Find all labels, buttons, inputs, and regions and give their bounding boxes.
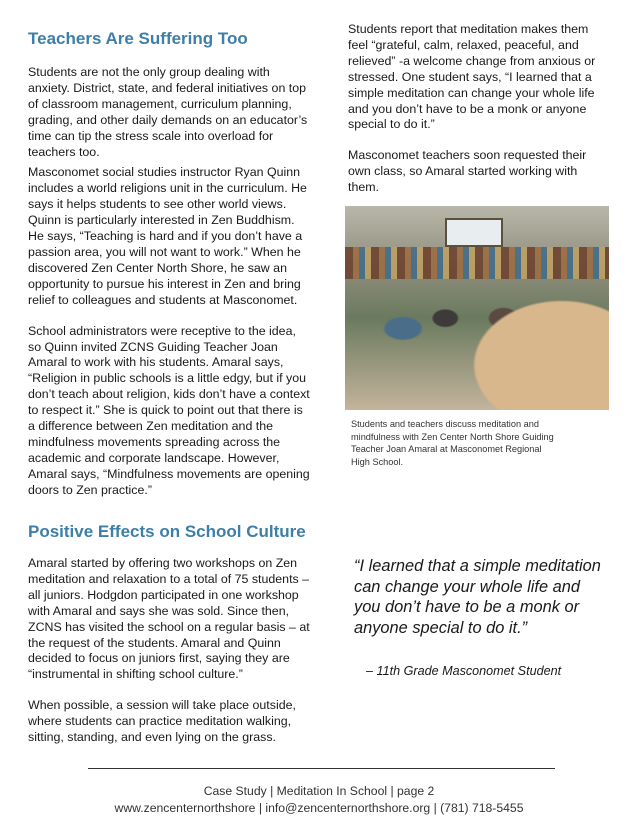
paragraph-quinn: Masconomet social studies instructor Ryan Quinn includes a world religions unit in the curriculum. He says it helps students to see other world views. Quinn is particularly interested in Zen Buddhism. He says, “Teaching is hard and if you don’t have a passion area, you will not want to work.” When he discovered Zen Center North Shore, he saw an opportunity to pursue his interest in Zen and bring relief to colleagues and students at Masconomet. xyxy=(28,165,307,307)
footer-page-info: Case Study | Meditation In School | page 2 xyxy=(203,784,435,798)
paragraph-student-report: Students report that meditation makes them feel “grateful, calm, relaxed, peaceful, and relieved” -a welcome change from anxious or stressed. One student says, “I learned that a simple meditation can change your whole life and you don’t have to be a monk or anyone special to do it.” xyxy=(348,22,596,132)
pull-quote-source: – 11th Grade Masconomet Student xyxy=(366,664,562,678)
paragraph-teachers-request: Masconomet teachers soon requested their own class, so Amaral started working with them. xyxy=(348,148,587,195)
paragraph-workshops: Amaral started by offering two workshops on Zen meditation and relaxation to a total of 75 students – all juniors. Hodgdon participated in one workshop with Amaral and says she was sold. Since then, ZCNS has visited the school on a regular basis – at the request of the students. Amaral and Quinn decided to focus on juniors first, saying they are “instrumental in shifting school culture.” xyxy=(28,556,310,682)
section-heading-teachers: Teachers Are Suffering Too xyxy=(28,29,248,48)
photo-window xyxy=(445,218,503,247)
right-column-top xyxy=(348,22,610,196)
classroom-photo xyxy=(345,206,609,410)
photo-bookshelf xyxy=(345,247,609,280)
left-column-bottom xyxy=(28,556,310,746)
pull-quote: “I learned that a simple meditation can change your whole life and you don’t have to be a monk or anyone special to do it.” xyxy=(354,557,601,637)
photo-caption: Students and teachers discuss meditation and mindfulness with Zen Center North Shore Guiding Teacher Joan Amaral at Masconomet Regional High School. xyxy=(351,419,554,467)
paragraph-administrators: School administrators were receptive to the idea, so Quinn invited ZCNS Guiding Teacher Joan Amaral to work with his students. Amaral says, “Religion in public schools is a little edgy, but if you don’t teach about religion, kids don’t have a context to respect it.” She is quick to point out that there is a difference between Zen meditation and the mindfulness movements spreading across the academic and corporate landscape. However, Amaral says, “Mindfulness movements are opening doors to Zen practice.” xyxy=(28,323,310,497)
paragraph-teachers-suffering: Students are not the only group dealing with anxiety. District, state, and federal initiatives on top of classroom management, curriculum planning, grading, and other daily demands on an educator’s time can tip the stress scale into overload for teachers too. xyxy=(28,65,308,159)
footer-contact: www.zencenternorthshore | info@zencenternorthshore.org | (781) 718-5455 xyxy=(114,801,524,815)
section-heading-culture: Positive Effects on School Culture xyxy=(28,522,306,541)
paragraph-outside-session: When possible, a session will take place outside, where students can practice meditation walking, sitting, standing, and even lying on the grass. xyxy=(28,698,296,745)
left-column-top xyxy=(28,22,310,499)
footer-divider xyxy=(88,768,555,769)
